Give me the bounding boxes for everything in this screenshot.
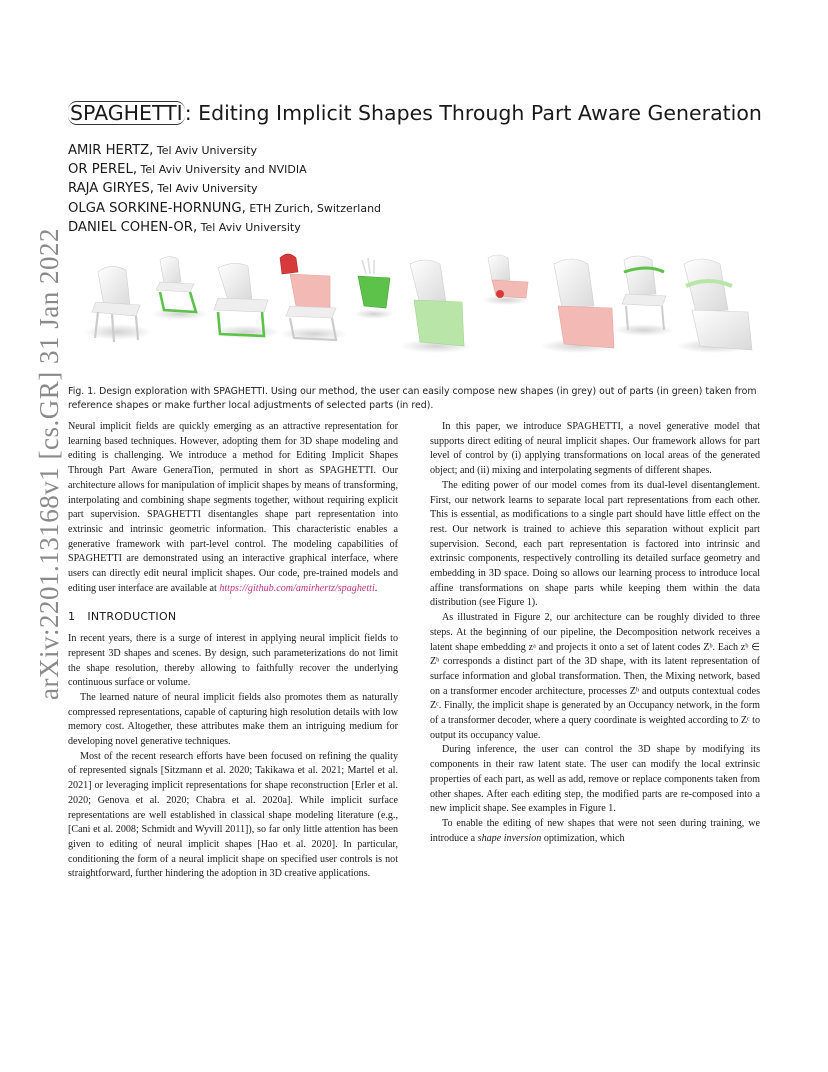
chair-2 [152, 257, 208, 320]
chair-5 [354, 258, 394, 319]
author-entry [68, 160, 381, 179]
spaghetti-logo: SPAGHETTI [70, 101, 183, 125]
code-link[interactable]: https://github.com/amirhertz/spaghetti [219, 582, 375, 594]
author-entry [68, 218, 381, 237]
author-entry [68, 199, 381, 218]
figure-caption: Fig. 1. Design exploration with SPAGHETTI. Using our method, the user can easily compose new shapes (in grey) out of parts (in green) taken from reference shapes or make further local adjustments of selected parts (in red). [68, 386, 757, 411]
arxiv-sidebar [14, 228, 64, 700]
author-affiliation: Tel Aviv University and NVIDIA [137, 163, 307, 177]
right-column [430, 420, 760, 846]
abstract-text: Neural implicit fields are quickly emerging as an attractive representation for learning based techniques. However, adopting them for 3D shape modeling and editing is challenging. We introduce a method for Editing Implicit Shapes Through Part Aware GeneraTion, permuted in short as SPAGHETTI. Our architecture allows for manipulation of implicit shapes by means of transforming, interpolating and combining shape segments together, without requiring explicit part supervision. SPAGHETTI disentangles shape part representation into extrinsic and intrinsic geometric information. This characteristic enables a generative framework with part-level control. The modeling capabilities of SPAGHETTI are demonstrated using an interactive graphical interface, where users can directly edit neural implicit shapes. Our code, pre-trained models and editing user interface are available at [68, 421, 398, 594]
chair-9 [614, 256, 674, 336]
arxiv-identifier: arXiv:2201.13168v1 [cs.GR] 31 Jan 2022 [34, 228, 64, 700]
p5-text: To enable the editing of new shapes that were not seen during training, we introduce a [430, 817, 760, 844]
p5-italic: shape inversion [477, 832, 542, 844]
author-affiliation: Tel Aviv University [197, 220, 301, 234]
teaser-figure [68, 250, 758, 375]
right-paragraph-2: The editing power of our model comes from its dual-level disentanglement. First, our network learns to separate local part representations from each other. This is essential, as modifications to a single part should have little effect on the rest. Our network is trained to achieve this separation without explicit part supervision. Second, each part representation is factored into intrinsic and extrinsic components, respectively controlling its detailed surface geometry and embedding in 3D space. Doing so allows our learning process to introduce local affine transformations on shape parts while keeping them within the data distribution (see Figure 1). [430, 479, 760, 609]
right-paragraph-4: During inference, the user can control the 3D shape by modifying its components in their raw latent state. The user can modify the local extrinsic properties of each part, as well as add, remove or replace components taken from other shapes. After each editing step, the modified parts are re-composed into a new implicit shape. See examples in Figure 1. [430, 744, 760, 815]
chair-3 [212, 263, 280, 339]
abstract [68, 420, 398, 596]
chair-8 [540, 259, 616, 353]
author-name: DANIEL COHEN-OR, [68, 219, 198, 235]
author-name: AMIR HERTZ, [68, 143, 154, 158]
author-affiliation: ETH Zurich, Switzerland [245, 201, 382, 215]
author-name: RAJA GIRYES, [68, 181, 154, 197]
abstract-end: . [374, 582, 378, 594]
intro-paragraph-3: Most of the recent research efforts have been focused on refining the quality of represented signals [Sitzmann et al. 2020; Takikawa et al. 2021; Martel et al. 2021] or leveraging implicit representations for shape reconstruction [Erler et al. 2020; Genova et al. 2020; Chabra et al. 2020a]. While implicit surface representations are well established in classical shape modeling literature (e.g., [Cani et al. 2008; Schmidt and Wyvill 2011]), so far only little attention has been given to editing of neural implicit shapes [Hao et al. 2020]. In particular, conditioning the form of a neural implicit shape on specified user controls is not straightforward, further hindering the adoption in 3D creative applications. [68, 750, 398, 880]
author-entry [68, 141, 381, 160]
chair-6 [400, 260, 472, 353]
right-paragraph-1: In this paper, we introduce SPAGHETTI, a novel generative model that supports direct editing of neural implicit shapes. Our framework allows for part level of control by (i) applying transformations on local areas of the generated object; and (ii) mixing and interpolating segments of different shapes. [430, 421, 760, 477]
section-title: INTRODUCTION [87, 610, 177, 624]
chair-1 [84, 266, 152, 342]
intro-paragraph-2: The learned nature of neural implicit fields also promotes them as naturally compressed representations, capable of capturing high resolution details with low memory cost. Altogether, these attributes make them an intriguing medium for developing novel generative techniques. [68, 691, 398, 748]
chair-10 [676, 259, 752, 353]
left-column [68, 420, 398, 882]
paper-title-rest: : Editing Implicit Shapes Through Part Aware Generation [184, 101, 762, 125]
paper-title [68, 101, 768, 125]
right-paragraph-3: As illustrated in Figure 2, our architecture can be roughly divided to three steps. At the beginning of our pipeline, the Decomposition network receives a latent shape embedding zᵃ and projects it onto a set of latent codes Zᵇ. Each zᵇ ∈ Zᵇ corresponds a distinct part of the 3D shape, with its latent representation of surface information and global transformation. Then, the Mixing network, based on a transformer encoder architecture, processes Zᵇ and outputs contextual codes Zᶜ. Finally, the implicit shape is generated by an Occupancy network, in the form of a transformer decoder, where a query coordinate is weighted according to Zᶜ to output its occupancy value. [430, 612, 760, 741]
author-list [68, 141, 381, 237]
chair-4 [280, 254, 348, 341]
section-heading [68, 610, 398, 625]
section-number: 1 [68, 610, 76, 624]
author-name: OLGA SORKINE-HORNUNG, [68, 200, 246, 216]
author-affiliation: Tel Aviv University [153, 144, 257, 157]
intro-paragraph-1: In recent years, there is a surge of interest in applying neural implicit fields to represent 3D shapes and scenes. By design, such parameterizations do not limit the shape resolution, thereby allowing to faithfully recover the underlying continuous surface or volume. [68, 633, 398, 689]
right-paragraph-5 [430, 817, 760, 846]
p5-text-end: optimization, which [541, 832, 625, 844]
chair-7 [482, 255, 530, 305]
author-entry [68, 179, 381, 198]
author-name: OR PEREL, [68, 162, 138, 178]
author-affiliation: Tel Aviv University [153, 182, 258, 196]
